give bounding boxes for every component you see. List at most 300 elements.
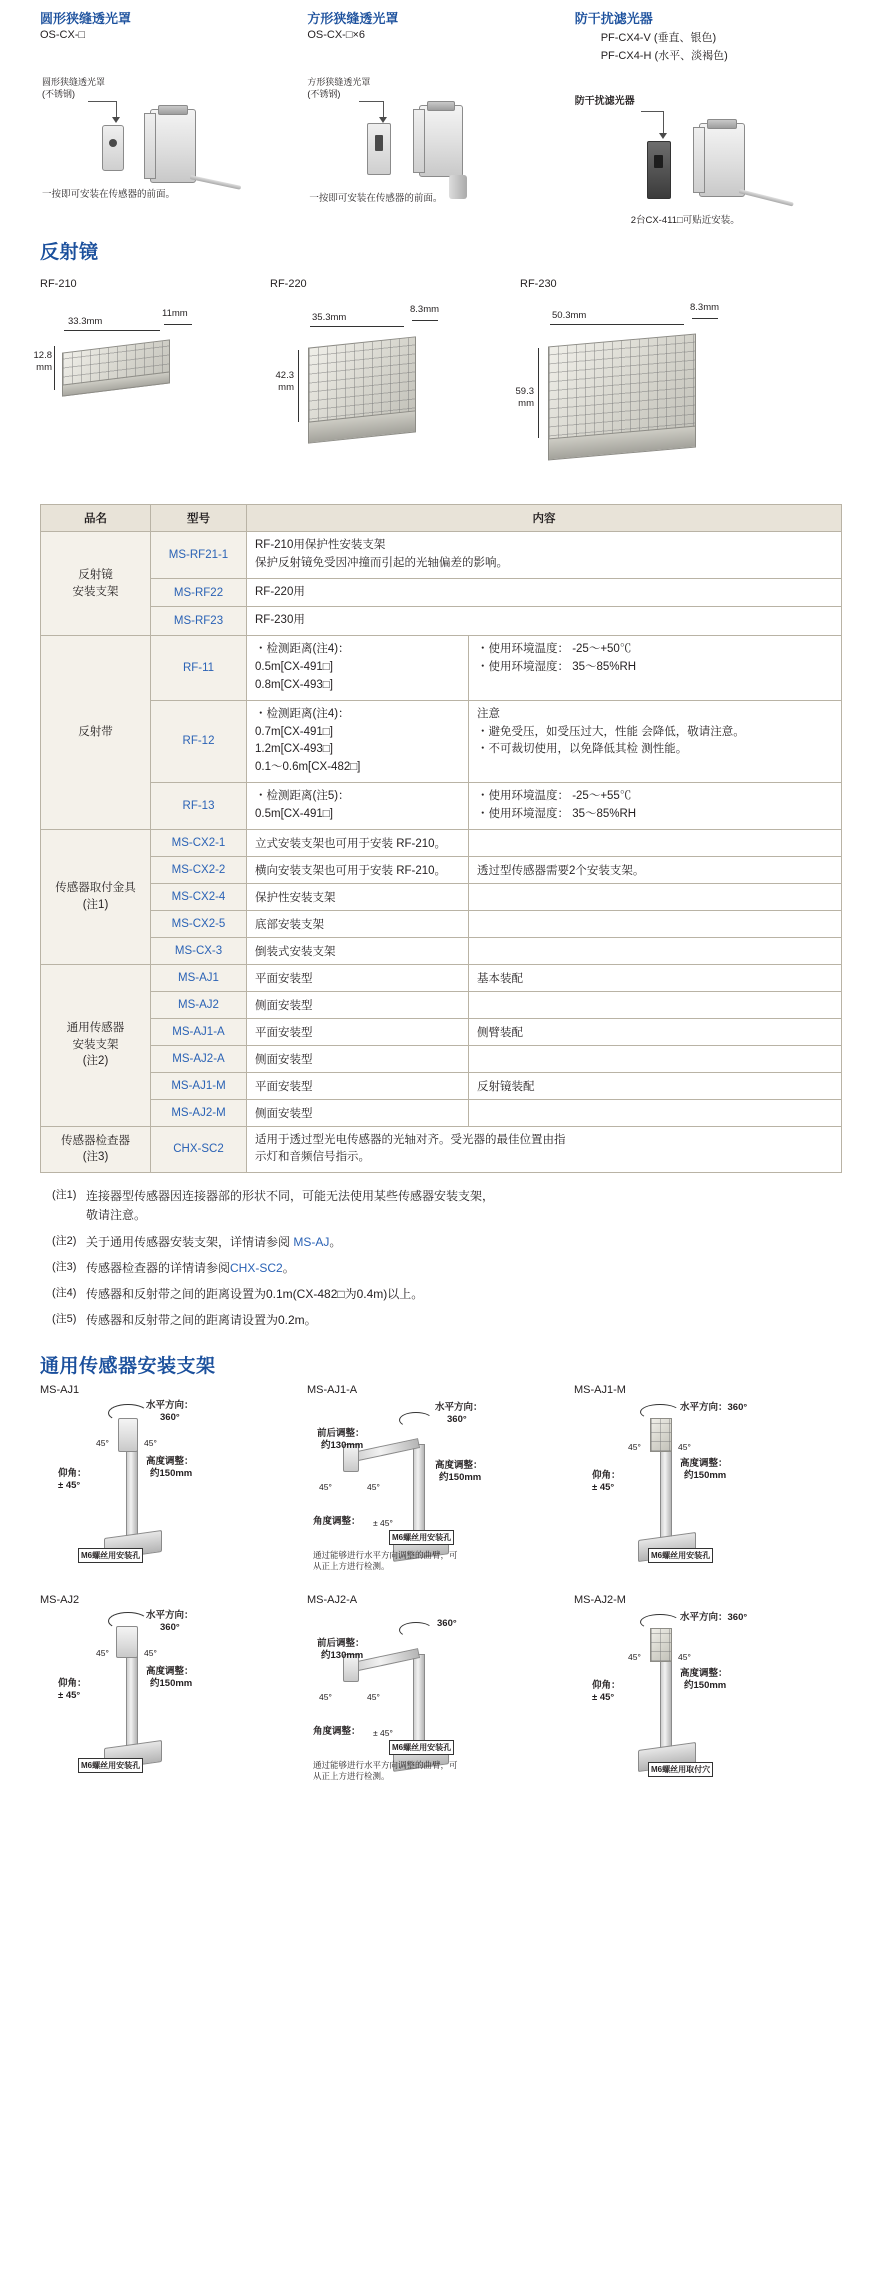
cell-model: RF-13 (151, 782, 247, 829)
desc-left: 侧面安装型 (247, 1046, 469, 1072)
deg45-label-left: 45° (628, 1442, 641, 1453)
cell-desc-split (247, 1072, 842, 1099)
callout-leader-1b (116, 101, 117, 117)
angle-label-line2: ± 45° (58, 1690, 81, 1702)
angle-label-line1: 仰角： (592, 1470, 621, 1482)
table-row (41, 1099, 842, 1126)
bracket-label: MS-AJ2-M (574, 1594, 626, 1607)
angle-adjust-label: 角度调整： (313, 1516, 361, 1528)
deg45-label-left: 45° (628, 1652, 641, 1663)
desc-right-placeholder (469, 884, 841, 910)
desc-line: 0.1～0.6m[CX-482□] (255, 761, 361, 774)
deg45-label-right: 45° (144, 1438, 157, 1449)
table-row (41, 636, 842, 700)
table-row (41, 578, 842, 607)
rotation-arc-icon (399, 1412, 433, 1428)
deg45-label-right: 45° (144, 1648, 157, 1659)
table-row (41, 1126, 842, 1173)
bracket-label: MS-AJ1-A (307, 1384, 358, 1397)
cell-category-universal-bracket (41, 964, 151, 1126)
callout-leader-1 (88, 101, 116, 102)
cell-category-sensor-checker (41, 1126, 151, 1173)
cat-line2: (注1) (82, 898, 109, 911)
horiz-label-line1: 水平方向： (146, 1400, 194, 1412)
desc-right-placeholder (469, 830, 841, 856)
interference-filter-part (647, 141, 671, 199)
sensor-body-2 (419, 105, 463, 177)
desc-left (247, 701, 469, 782)
sensor-head (118, 1418, 138, 1452)
bracket-cell-ms-aj2-m (574, 1594, 841, 1804)
desc-line: 0.5m[CX-491□] (255, 661, 333, 674)
callout-leader-2 (359, 101, 383, 102)
front-label-line2: 约130mm (321, 1440, 364, 1452)
cell-model: RF-11 (151, 636, 247, 700)
filter-window (654, 155, 663, 168)
mirror-head (650, 1628, 672, 1662)
table-row (41, 910, 842, 937)
height-label-line2: 约150mm (684, 1680, 727, 1692)
cell-model: MS-AJ2-A (151, 1045, 247, 1072)
cat-line2: 安装支架 (72, 1038, 119, 1051)
deg45-label-2: 45° (367, 1692, 380, 1703)
cell-desc: RF-220用 (247, 578, 842, 607)
desc-line: ・避免受压，如受压过大，性能 会降低，敬请注意。 (477, 725, 745, 738)
footnote-text (86, 1259, 842, 1278)
height-label-line2: 约150mm (150, 1468, 193, 1480)
desc-line: ・检测距离(注4)： (255, 707, 350, 720)
sensor-front-face-2 (413, 109, 425, 173)
bracket-label: MS-AJ1 (40, 1384, 80, 1397)
accessory-column-interference-filter (574, 8, 842, 226)
desc-right (469, 636, 841, 699)
cell-model: MS-CX-3 (151, 937, 247, 964)
bracket-label: MS-AJ2 (40, 1594, 80, 1607)
mount-hole-label: M6螺丝用安装孔 (648, 1548, 713, 1563)
bracket-figure (307, 1608, 574, 1794)
desc-left (247, 857, 469, 883)
cell-model: MS-AJ2-M (151, 1099, 247, 1126)
accessory-figure-2 (307, 47, 564, 204)
table-row (41, 937, 842, 964)
cat-line1: 传感器取付金具 (55, 881, 136, 894)
rotation-arc-icon (108, 1404, 148, 1422)
callout-leader-3b (663, 111, 664, 133)
cell-desc-split (247, 910, 842, 937)
deg45-label-right: 45° (678, 1652, 691, 1663)
deg45-label: 45° (319, 1692, 332, 1703)
desc-line: 适用于透过型光电传感器的光轴对齐。受光器的最佳位置由指 (255, 1133, 566, 1146)
height-label-line1: 高度调整： (146, 1666, 194, 1678)
bracket-label: MS-AJ2-A (307, 1594, 358, 1607)
desc-line: 横向安装支架也可用于安装 (255, 864, 393, 877)
bracket-figure (40, 1398, 307, 1584)
mount-hole-label: M6螺丝用安装孔 (78, 1548, 143, 1563)
desc-line: ・使用环境湿度： 35～85%RH (477, 661, 637, 674)
cell-model: MS-CX2-2 (151, 856, 247, 883)
figure-callout-1-line1: 圆形狭缝透光罩 (42, 77, 106, 87)
cell-desc-split (247, 782, 842, 829)
dim-rf230-height-2: mm (518, 398, 534, 409)
front-label-line1: 前后调整： (317, 1638, 365, 1650)
desc-group: 基本装配 (477, 972, 523, 985)
angle-pm-label: ± 45° (373, 1518, 393, 1529)
sensor-body (150, 109, 196, 183)
callout-arrow-1 (112, 117, 120, 123)
dim-rf220-h-line (298, 350, 299, 422)
mount-hole-label: M6螺丝用安装孔 (389, 1740, 454, 1755)
horiz-label: 360° (437, 1618, 457, 1630)
bracket-cell-ms-aj1-a (307, 1384, 574, 1594)
callout-arrow-3 (659, 133, 667, 139)
mirror-head (650, 1418, 672, 1452)
mirror-name-3: RF-230 (520, 278, 557, 290)
rotation-arc-icon (640, 1404, 680, 1420)
desc-right (469, 701, 841, 782)
footnote-text (86, 1233, 842, 1252)
bracket-cell-ms-aj2-a (307, 1594, 574, 1804)
bracket-pole (413, 1654, 425, 1750)
sensor-cable (190, 175, 242, 190)
callout-leader-2b (383, 101, 384, 117)
table-row (41, 532, 842, 579)
dim-rf210-height-2: mm (36, 362, 52, 373)
cell-desc-split (247, 636, 842, 700)
accessory-model-3b: PF-CX4-H (水平、淡褐色) (600, 50, 728, 62)
accessory-model-3a: PF-CX4-V (垂直、银色) (600, 32, 717, 44)
desc-right: 透过型传感器需要2个安装支架。 (477, 864, 645, 877)
cat-line2: (注3) (82, 1151, 109, 1164)
bracket-description: 通过能够进行水平方向调整的曲臂，可从正上方进行检测。 (313, 1550, 458, 1572)
bracket-arm (353, 1648, 420, 1672)
cell-desc-split (247, 964, 842, 991)
cat-line3: (注2) (82, 1055, 109, 1068)
deg45-label-right: 45° (678, 1442, 691, 1453)
table-row (41, 782, 842, 829)
cell-model: MS-RF21-1 (151, 532, 247, 579)
cell-model: MS-AJ1 (151, 964, 247, 991)
mirror-figures (33, 294, 842, 484)
dim-rf220-w-line (310, 326, 404, 327)
desc-line: ・使用环境湿度： 35～85%RH (477, 807, 637, 820)
figure-callout-2-line2: (不锈钢) (307, 88, 341, 99)
desc-line: RF-210。 (396, 864, 447, 877)
accessory-model-1: OS-CX-□ (40, 29, 86, 41)
dim-rf230-h-line (538, 348, 539, 438)
accessory-figure-1 (40, 47, 297, 200)
footnote-mark: (注3) (52, 1260, 77, 1273)
cell-model: MS-AJ2 (151, 991, 247, 1018)
dim-rf220-depth: 8.3mm (410, 304, 440, 315)
desc-left: 倒装式安装支架 (247, 938, 469, 964)
front-label-line2: 约130mm (321, 1650, 364, 1662)
footnote-mark: (注5) (52, 1313, 77, 1326)
accessory-note-1: 一按即可安装在传感器的前面。 (42, 189, 176, 200)
footnote-mark: (注2) (52, 1234, 77, 1247)
cell-model: MS-RF22 (151, 578, 247, 607)
cell-model: MS-CX2-4 (151, 883, 247, 910)
desc-line: 注意 (477, 707, 500, 720)
bracket-figure (574, 1608, 841, 1794)
cell-desc (247, 532, 842, 579)
desc-left: 平面安装型 (247, 965, 469, 991)
desc-left (247, 830, 469, 856)
footnote-mark: (注1) (52, 1189, 77, 1202)
desc-group-placeholder (469, 992, 841, 1018)
round-slit-hole (109, 139, 117, 147)
accessory-spec-table (40, 504, 842, 1173)
rotation-arc-icon (399, 1622, 433, 1638)
deg45-label-left: 45° (96, 1438, 109, 1449)
desc-left (247, 636, 469, 699)
accessory-table-wrap (0, 484, 882, 1173)
accessory-note-2: 一按即可安装在传感器的前面。 (309, 193, 443, 204)
bracket-label: MS-AJ1-M (574, 1384, 626, 1397)
accessory-title-1: 圆形狭缝透光罩 (40, 11, 132, 26)
bracket-cell-ms-aj1 (40, 1384, 307, 1594)
accessory-title-3: 防干扰滤光器 (574, 11, 653, 26)
deg45-label-2: 45° (367, 1482, 380, 1493)
cell-model: MS-CX2-1 (151, 829, 247, 856)
footnote-text-tail: 。 (329, 1234, 342, 1249)
accessory-column-square-slit (307, 8, 564, 219)
desc-group-placeholder (469, 1046, 841, 1072)
sensor-top (158, 105, 188, 115)
dim-rf230-w-line (550, 324, 684, 325)
bracket-pole (413, 1444, 425, 1540)
sensor-head (116, 1626, 138, 1658)
sensor-cable-3 (738, 189, 793, 206)
cell-desc-split (247, 1018, 842, 1045)
angle-label-line1: 仰角： (592, 1680, 621, 1692)
bracket-arm (353, 1438, 420, 1462)
dim-rf210-w-line (64, 330, 160, 331)
cell-desc-split (247, 1099, 842, 1126)
bracket-figure (40, 1608, 307, 1794)
horiz-label: 水平方向：360° (680, 1612, 748, 1624)
table-header-row (41, 505, 842, 532)
cell-desc (247, 1126, 842, 1173)
table-row (41, 1072, 842, 1099)
dim-rf230-depth: 8.3mm (690, 302, 720, 313)
desc-left: 平面安装型 (247, 1019, 469, 1045)
desc-left: 平面安装型 (247, 1073, 469, 1099)
accessory-column-round-slit (40, 8, 297, 219)
bracket-cell-ms-aj2 (40, 1594, 307, 1804)
dim-rf220-d-line (412, 320, 438, 321)
cell-model: MS-AJ1-A (151, 1018, 247, 1045)
desc-line: 示灯和音频信号指示。 (255, 1151, 370, 1164)
desc-left (247, 783, 469, 829)
sensor-body-3 (699, 123, 745, 197)
desc-right (469, 783, 841, 829)
cat-line2: 安装支架 (72, 585, 119, 598)
table-row (41, 700, 842, 782)
dim-rf210-depth: 11mm (162, 308, 188, 319)
footnote-3 (52, 1259, 842, 1278)
footnote-1 (52, 1187, 842, 1225)
dim-rf210-d-line (164, 324, 192, 325)
footnote-mark: (注4) (52, 1286, 77, 1299)
th-model: 型号 (151, 505, 247, 532)
horiz-label-line1: 水平方向： (435, 1402, 483, 1414)
footnote-text-tail: 。 (282, 1260, 295, 1275)
desc-right-placeholder (469, 911, 841, 937)
bracket-section-title: 通用传感器安装支架 (40, 1356, 216, 1378)
table-row (41, 991, 842, 1018)
angle-label-line1: 仰角： (58, 1468, 87, 1480)
cell-desc-split (247, 883, 842, 910)
desc-line: 立式安装支架也可用于安装 (255, 837, 393, 850)
cell-category-sensor-bracket (41, 829, 151, 964)
th-content: 内容 (247, 505, 842, 532)
figure-callout-2-line1: 方形狭缝透光罩 (307, 77, 371, 87)
footnote-2 (52, 1233, 842, 1252)
footnote-link-chx-sc2[interactable]: CHX-SC2 (230, 1260, 283, 1275)
cell-category-mirror-bracket (41, 532, 151, 636)
table-row (41, 607, 842, 636)
accessory-title-2: 方形狭缝透光罩 (307, 11, 399, 26)
footnote-text: 传感器和反射带之间的距离请设置为0.2m。 (86, 1313, 317, 1328)
height-label-line2: 约150mm (439, 1472, 482, 1484)
front-label-line1: 前后调整： (317, 1428, 365, 1440)
footnote-text-line2: 敬请注意。 (86, 1208, 147, 1223)
bracket-description: 通过能够进行水平方向调整的曲臂，可从正上方进行检测。 (313, 1760, 458, 1782)
accessory-note-3: 2台CX-411□可贴近安装。 (630, 215, 740, 226)
cat-line1: 反射镜 (78, 568, 113, 581)
desc-line: 0.7m[CX-491□] (255, 725, 333, 738)
height-label-line2: 约150mm (684, 1470, 727, 1482)
cat-line1: 传感器检查器 (61, 1134, 130, 1147)
slit-cover-part (102, 125, 124, 171)
mount-hole-label: M6螺丝用安装孔 (389, 1530, 454, 1545)
horiz-label-line1: 水平方向： (146, 1610, 194, 1622)
dim-rf220-width: 35.3mm (312, 312, 347, 323)
mirror-name-2: RF-220 (270, 278, 307, 290)
desc-left: 侧面安装型 (247, 1100, 469, 1126)
dim-rf210-h-line (54, 346, 55, 390)
th-name: 品名 (41, 505, 151, 532)
mirror-section-title: 反射镜 (40, 242, 99, 263)
dim-rf220-height-2: mm (278, 382, 294, 393)
desc-line: 1.2m[CX-493□] (255, 743, 333, 756)
table-row (41, 964, 842, 991)
height-label-line1: 高度调整： (435, 1460, 483, 1472)
footnotes (0, 1173, 882, 1330)
desc-line: RF-210。 (396, 837, 447, 850)
footnote-5 (52, 1311, 842, 1330)
dim-rf210-height-1: 12.8 (33, 350, 52, 361)
rotation-arc-icon (108, 1612, 148, 1630)
desc-group: 侧臂装配 (477, 1026, 523, 1039)
desc-line: ・检测距离(注4)： (255, 643, 350, 656)
rotation-arc-icon (640, 1614, 680, 1630)
table-row (41, 1018, 842, 1045)
cell-desc-split (247, 991, 842, 1018)
bracket-figure (574, 1398, 841, 1584)
angle-label-line2: ± 45° (58, 1480, 81, 1492)
desc-line: ・检测距离(注5)： (255, 789, 350, 802)
bracket-grid (40, 1384, 842, 1804)
deg45-label-left: 45° (96, 1648, 109, 1659)
desc-line: RF-210用保护性安装支架 (255, 539, 386, 551)
callout-leader-3 (641, 111, 663, 112)
cell-model: CHX-SC2 (151, 1126, 247, 1173)
mount-hole-label: M6螺丝用安装孔 (78, 1758, 143, 1773)
cell-desc-split (247, 856, 842, 883)
sensor-top-2 (427, 101, 455, 111)
table-row (41, 883, 842, 910)
mirror-name-1: RF-210 (40, 278, 77, 290)
desc-line: 0.5m[CX-491□] (255, 807, 333, 820)
desc-line: ・使用环境温度： -25～+55℃ (477, 789, 632, 802)
table-row (41, 856, 842, 883)
accessory-row (0, 0, 882, 226)
deg45-label: 45° (319, 1482, 332, 1493)
figure-callout-1-line2: (不锈钢) (42, 88, 75, 99)
footnote-4 (52, 1285, 842, 1304)
desc-left: 侧面安装型 (247, 992, 469, 1018)
bracket-cell-ms-aj1-m (574, 1384, 841, 1594)
desc-line: ・使用环境温度： -25～+50℃ (477, 643, 632, 656)
desc-right-placeholder (469, 938, 841, 964)
height-label-line1: 高度调整： (680, 1458, 728, 1470)
table-row (41, 1045, 842, 1072)
sensor-front-face (144, 113, 156, 179)
cell-model: MS-AJ1-M (151, 1072, 247, 1099)
bracket-pole (126, 1644, 138, 1748)
cell-model: MS-RF23 (151, 607, 247, 636)
horiz-label-line2: 360° (160, 1622, 180, 1634)
horiz-label: 水平方向：360° (680, 1402, 748, 1414)
dim-rf220-height-1: 42.3 (275, 370, 294, 381)
height-label-line1: 高度调整： (146, 1456, 194, 1468)
cell-desc-split (247, 700, 842, 782)
dim-rf230-height-1: 59.3 (515, 386, 534, 397)
cell-desc-split (247, 1045, 842, 1072)
table-row (41, 829, 842, 856)
bracket-figure (307, 1398, 574, 1584)
figure-callout-2 (307, 77, 370, 100)
footnote-text-body: 关于通用传感器安装支架，详情请参阅 (86, 1234, 294, 1249)
dim-rf210-width: 33.3mm (68, 316, 103, 327)
footnote-text-line1: 连接器型传感器因连接器部的形状不同，可能无法使用某些传感器安装支架， (86, 1189, 495, 1204)
cell-model: RF-12 (151, 700, 247, 782)
accessory-model-2: OS-CX-□×6 (307, 29, 366, 41)
footnote-text: 传感器和反射带之间的距离设置为0.1m(CX-482□为0.4m)以上。 (86, 1286, 424, 1301)
desc-line: 保护反射镜免受因冲撞而引起的光轴偏差的影响。 (255, 556, 508, 569)
desc-line: ・不可裁切使用，以免降低其检 测性能。 (477, 743, 688, 756)
desc-line: 0.8m[CX-493□] (255, 678, 333, 691)
horiz-label-line2: 360° (447, 1414, 467, 1426)
desc-group-placeholder (469, 1100, 841, 1126)
sensor-connector-2 (449, 175, 467, 199)
footnote-text (86, 1187, 842, 1225)
bracket-section (0, 1337, 882, 1804)
desc-left: 底部安装支架 (247, 911, 469, 937)
footnote-link-ms-aj[interactable]: MS-AJ (293, 1234, 330, 1249)
mount-hole-label: M6螺丝用取付穴 (648, 1762, 713, 1777)
cell-model: MS-CX2-5 (151, 910, 247, 937)
height-label-line1: 高度调整： (680, 1668, 728, 1680)
horiz-label-line2: 360° (160, 1412, 180, 1424)
square-slit-hole (375, 135, 383, 151)
angle-label-line1: 仰角： (58, 1678, 87, 1690)
cell-desc-split (247, 937, 842, 964)
angle-label-line2: ± 45° (592, 1692, 615, 1704)
figure-callout-1 (42, 77, 105, 100)
angle-pm-label: ± 45° (373, 1728, 393, 1739)
